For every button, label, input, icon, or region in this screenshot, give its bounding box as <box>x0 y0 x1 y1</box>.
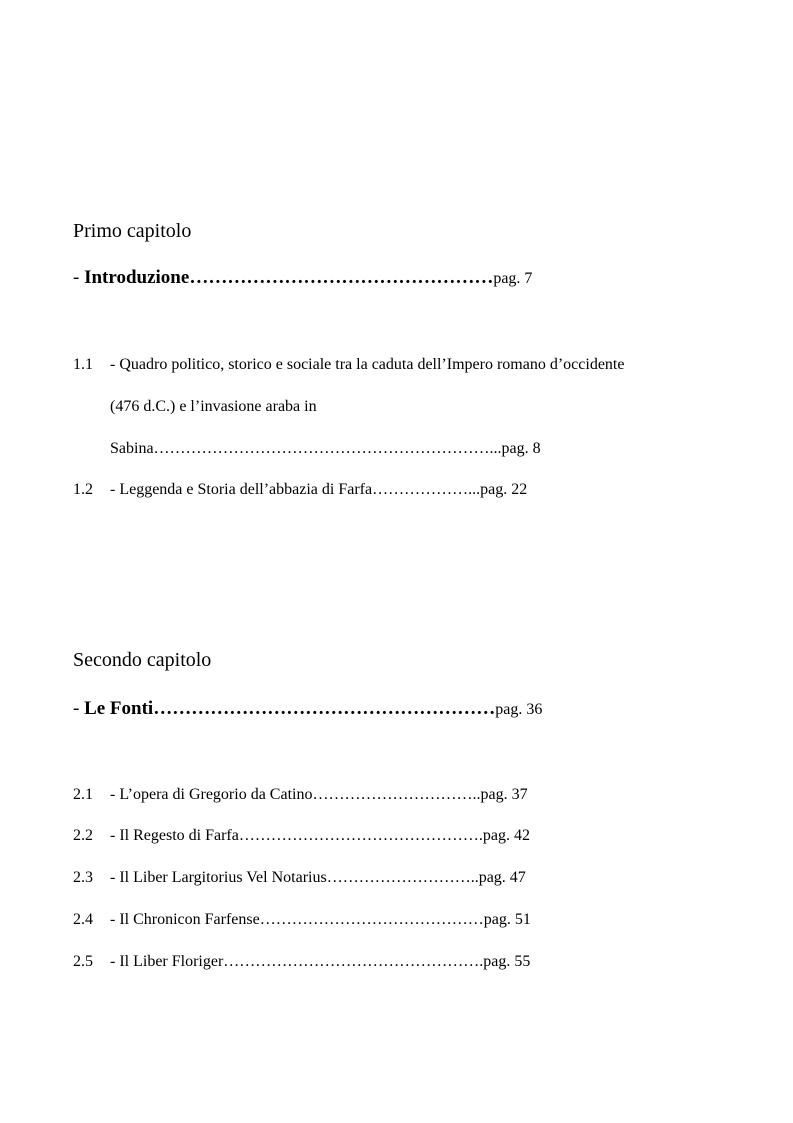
entry-number: 2.3 <box>73 869 93 886</box>
chapter-1-heading: Primo capitolo <box>73 220 192 242</box>
entry-text: - L’opera di Gregorio da Catino…………………………..pag. 37 <box>110 786 528 803</box>
section-dots: ………………………………………… <box>189 267 494 288</box>
section-prefix: - <box>73 267 85 288</box>
chapter-1-section-introduzione[interactable] <box>73 268 532 287</box>
entry-text: - Leggenda e Storia dell’abbazia di Farfa………………...pag. 22 <box>110 481 528 498</box>
section-prefix: - <box>73 698 85 719</box>
section-dots: ……………………………………………… <box>153 698 496 719</box>
entry-text: - Il Liber Largitorius Vel Notarius………………………..pag. 47 <box>110 869 526 886</box>
section-title: Introduzione <box>84 267 190 288</box>
section-title: Le Fonti <box>84 698 154 719</box>
chapter-2-heading: Secondo capitolo <box>73 649 212 671</box>
toc-entry-2-4[interactable] <box>73 912 531 928</box>
toc-entry-2-3[interactable] <box>73 870 526 886</box>
entry-text: - Il Liber Floriger………………………………………….pag. 55 <box>110 953 531 970</box>
entry-text-line-2: (476 d.C.) e l’invasione araba in <box>110 398 317 415</box>
entry-number: 1.1 <box>73 356 93 373</box>
toc-entry-1-2[interactable] <box>73 482 527 498</box>
entry-text: - Il Chronicon Farfense……………………………………pag. 51 <box>110 911 531 928</box>
entry-text-line-3: Sabina………………………………………………………...pag. 8 <box>110 440 541 457</box>
toc-entry-2-1[interactable] <box>73 787 528 803</box>
entry-text: - Il Regesto di Farfa……………………………………….pag. 42 <box>110 827 530 844</box>
toc-entry-2-2[interactable] <box>73 828 530 844</box>
entry-number: 2.4 <box>73 911 93 928</box>
section-page: pag. 7 <box>493 270 533 287</box>
entry-text-line-1: - Quadro politico, storico e sociale tra la caduta dell’Impero romano d’occidente <box>110 356 625 373</box>
chapter-2-section-le-fonti[interactable] <box>73 699 542 718</box>
section-page: pag. 36 <box>495 701 543 718</box>
toc-entry-2-5[interactable] <box>73 954 530 970</box>
toc-entry-1-1[interactable] <box>73 357 624 373</box>
entry-number: 1.2 <box>73 481 93 498</box>
entry-number: 2.2 <box>73 827 93 844</box>
entry-number: 2.5 <box>73 953 93 970</box>
entry-number: 2.1 <box>73 786 93 803</box>
